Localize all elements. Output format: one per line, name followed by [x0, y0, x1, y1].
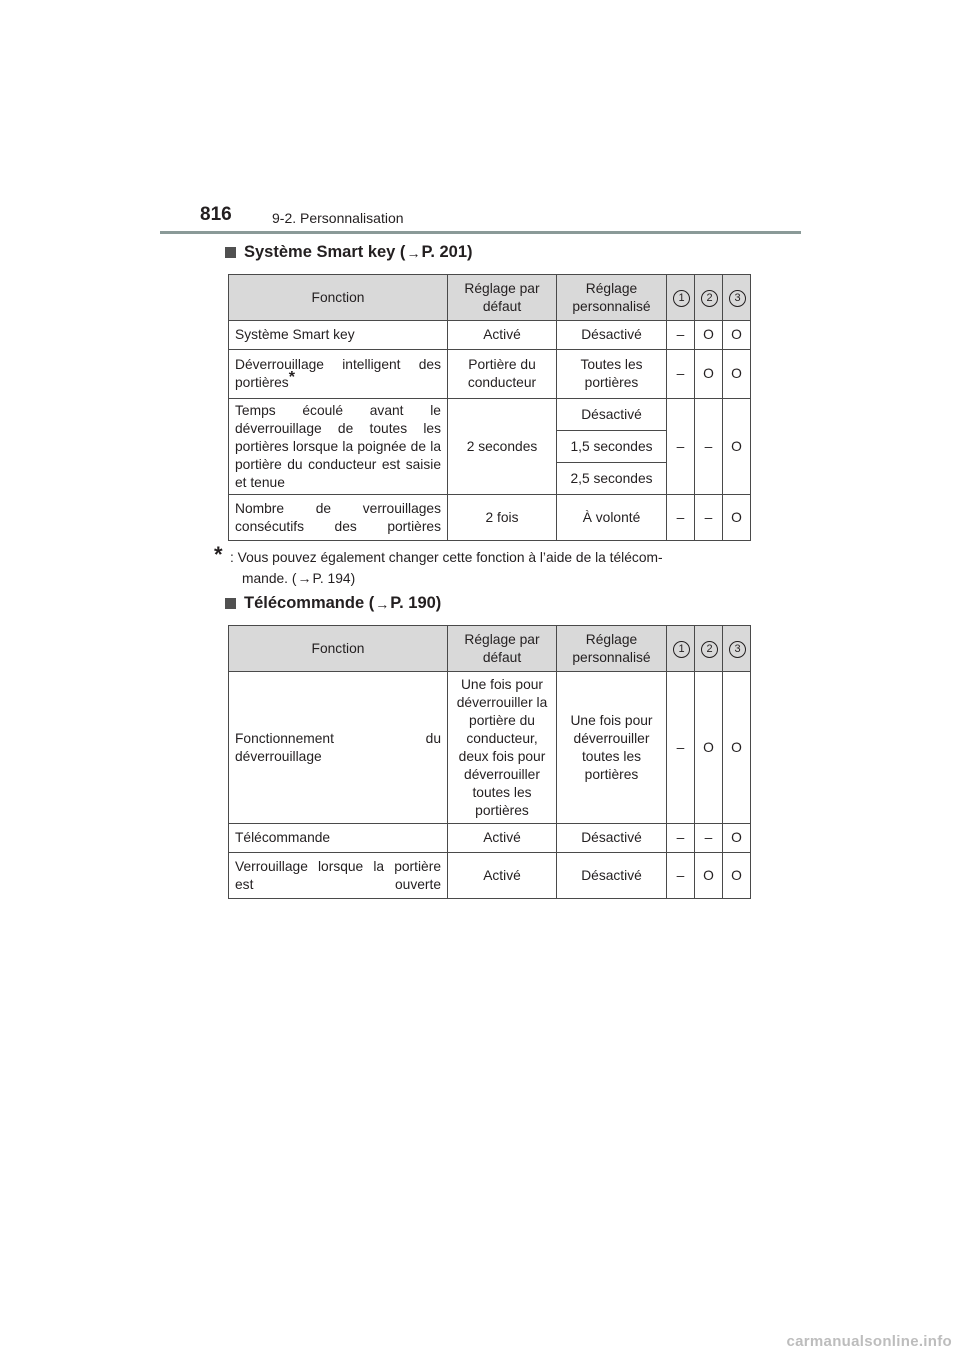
row-custom: À volonté: [557, 495, 667, 541]
row-custom: Désactivé: [557, 321, 667, 350]
row-mark-2: –: [695, 824, 723, 853]
arrow-right-icon: →: [406, 244, 421, 261]
arrow-right-icon: →: [375, 595, 390, 612]
asterisk-icon: *: [288, 369, 295, 386]
row-default: 2 fois: [448, 495, 557, 541]
table-row: [229, 495, 751, 541]
table-row: [229, 672, 751, 824]
row-default: Une fois pour déverrouiller la portière du conducteur, deux fois pour déverrouiller toutes les portières: [448, 672, 557, 824]
row-mark-2: O: [695, 672, 723, 824]
section-title-smart-key: [225, 243, 473, 262]
row-mark-3: O: [723, 495, 751, 541]
section-title-ref: P. 190): [390, 594, 442, 612]
row-default: Activé: [448, 824, 557, 853]
row-default: Portière du conducteur: [448, 350, 557, 399]
col-header-2: 2: [695, 626, 723, 672]
row-mark-3: O: [723, 672, 751, 824]
row-mark-2: O: [695, 853, 723, 899]
row-mark-3: O: [723, 399, 751, 495]
row-custom: Désactivé: [557, 824, 667, 853]
row-function: Télécommande: [229, 824, 448, 853]
row-custom: Une fois pour déverrouiller toutes les portières: [557, 672, 667, 824]
section-title-ref: P. 201): [421, 243, 473, 261]
row-mark-1: –: [667, 824, 695, 853]
col-header-default: Réglage par défaut: [448, 626, 557, 672]
row-function: Temps écoulé avant le déverrouillage de toutes les portières lorsque la poignée de la portière du conducteur est saisie et tenue: [229, 399, 448, 495]
col-header-custom: Réglage personnalisé: [557, 275, 667, 321]
table-row: [229, 853, 751, 899]
row-mark-1: –: [667, 350, 695, 399]
row-custom-option: 1,5 secondes: [557, 431, 667, 463]
row-custom-option: 2,5 secondes: [557, 463, 667, 495]
table-row: [229, 824, 751, 853]
watermark: carmanualsonline.info: [786, 1333, 952, 1350]
row-mark-3: O: [723, 853, 751, 899]
row-default: Activé: [448, 321, 557, 350]
footnote-line-1: : Vous pouvez également changer cette fonction à l’aide de la télécom-: [230, 550, 663, 565]
asterisk-icon: *: [214, 542, 223, 567]
row-default: 2 secondes: [448, 399, 557, 495]
section-title-remote: [225, 594, 441, 613]
table-row: [229, 321, 751, 350]
row-function: Verrouillage lorsque la portière est ouverte: [229, 853, 448, 899]
row-mark-3: O: [723, 321, 751, 350]
table-row: [229, 399, 751, 431]
row-mark-2: –: [695, 495, 723, 541]
row-function: Déverrouillage intelligent des portières*: [229, 350, 448, 399]
square-bullet-icon: [225, 598, 236, 609]
running-header: 9-2. Personnalisation: [272, 210, 404, 226]
footnote: [214, 542, 754, 589]
arrow-right-icon: →: [297, 570, 312, 586]
row-mark-2: –: [695, 399, 723, 495]
col-header-1: 1: [667, 626, 695, 672]
section-title-text: Système Smart key (: [244, 243, 406, 261]
remote-table: [228, 625, 751, 899]
table-header-row: [229, 626, 751, 672]
row-custom-option: Désactivé: [557, 399, 667, 431]
col-header-function: Fonction: [229, 626, 448, 672]
row-mark-1: –: [667, 672, 695, 824]
row-function: Nombre de verrouillages consécutifs des portières: [229, 495, 448, 541]
row-mark-1: –: [667, 495, 695, 541]
section-title-text: Télécommande (: [244, 594, 375, 612]
col-header-function: Fonction: [229, 275, 448, 321]
col-header-3: 3: [723, 626, 751, 672]
col-header-1: 1: [667, 275, 695, 321]
row-mark-3: O: [723, 350, 751, 399]
footnote-line-2: mande. (→P. 194): [242, 570, 356, 586]
smart-key-table: [228, 274, 751, 541]
page-number: 816: [200, 204, 232, 225]
table-row: [229, 350, 751, 399]
row-custom: Désactivé: [557, 853, 667, 899]
row-mark-1: –: [667, 853, 695, 899]
row-custom: Toutes les portières: [557, 350, 667, 399]
header-rule: [160, 231, 801, 234]
col-header-3: 3: [723, 275, 751, 321]
col-header-2: 2: [695, 275, 723, 321]
row-default: Activé: [448, 853, 557, 899]
row-mark-3: O: [723, 824, 751, 853]
col-header-custom: Réglage personnalisé: [557, 626, 667, 672]
row-mark-2: O: [695, 321, 723, 350]
row-function: Fonctionnement du déverrouillage: [229, 672, 448, 824]
table-header-row: [229, 275, 751, 321]
square-bullet-icon: [225, 247, 236, 258]
col-header-default: Réglage par défaut: [448, 275, 557, 321]
row-function: Système Smart key: [229, 321, 448, 350]
row-mark-1: –: [667, 321, 695, 350]
row-mark-2: O: [695, 350, 723, 399]
row-mark-1: –: [667, 399, 695, 495]
